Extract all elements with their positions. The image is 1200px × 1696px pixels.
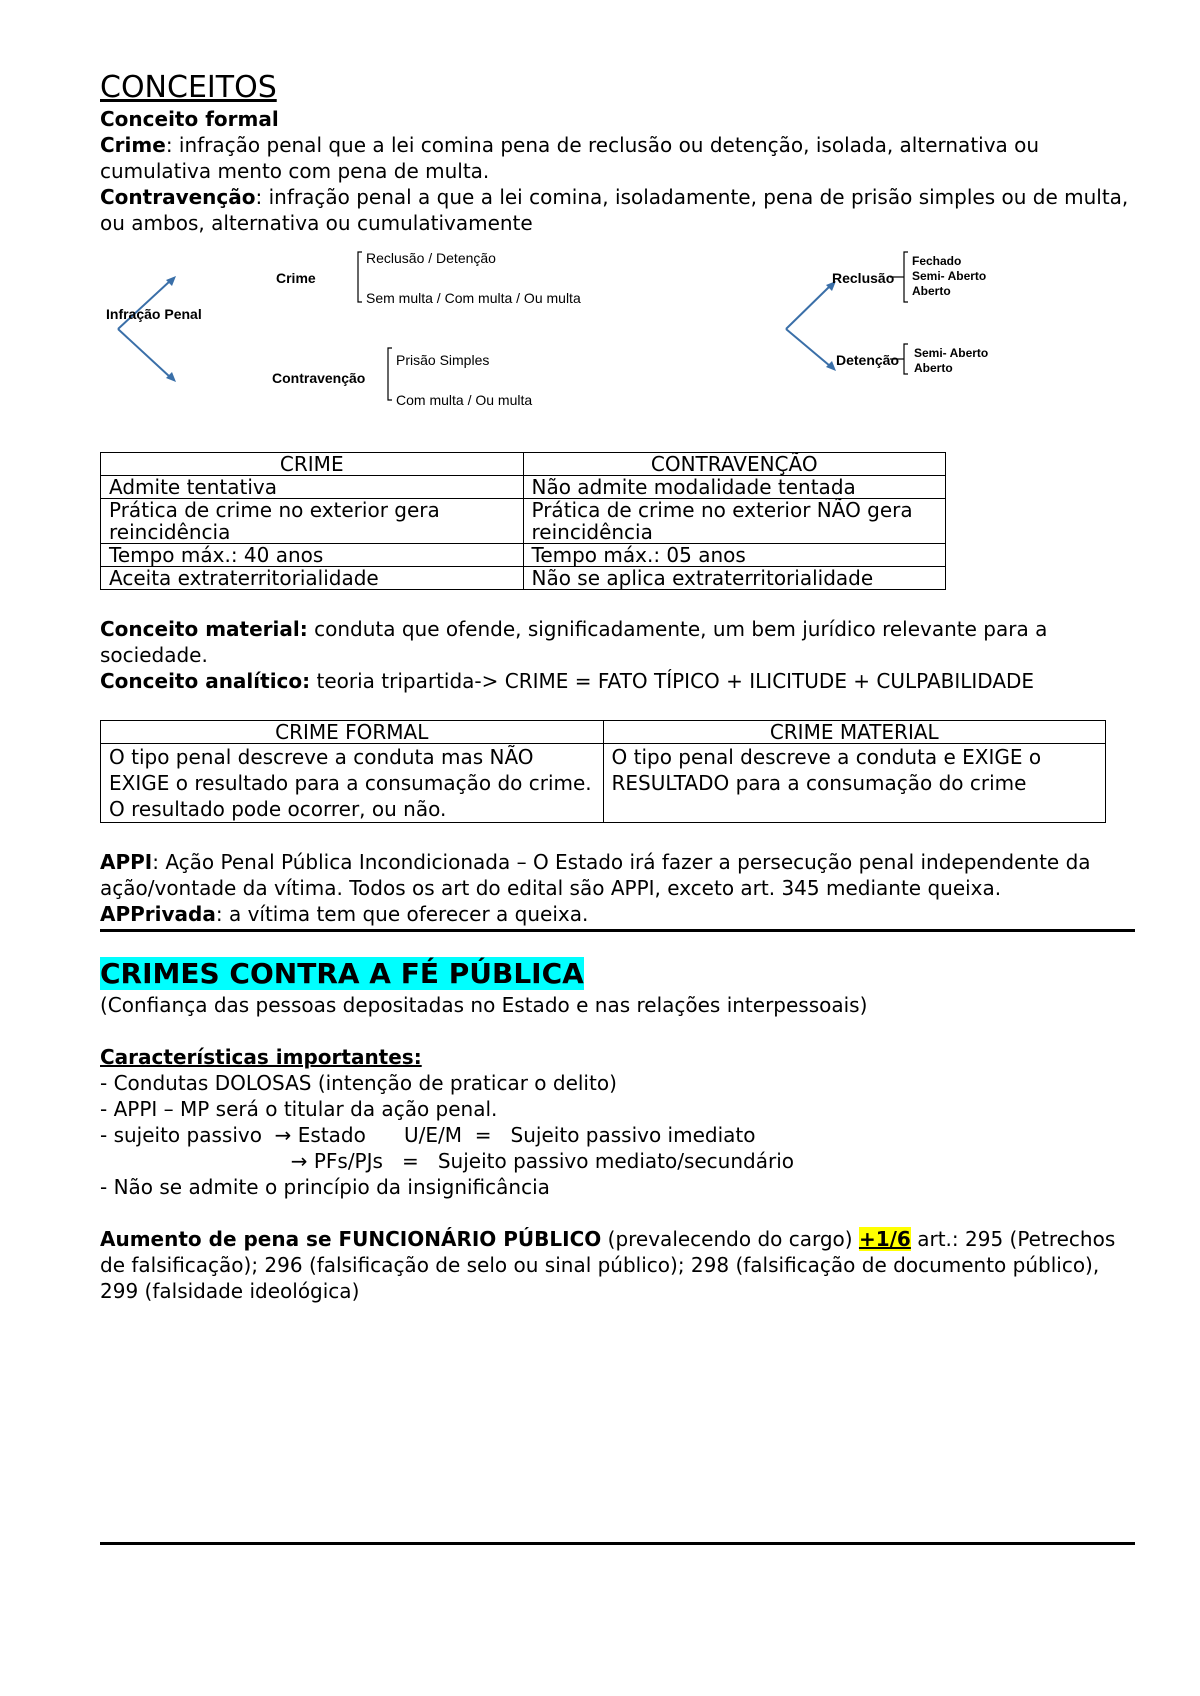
aumento-paragraph	[100, 1226, 1135, 1304]
diagram-reclusao-item: Aberto	[912, 284, 951, 298]
table-header: CRIME FORMAL	[101, 721, 604, 744]
fe-heading: CRIMES CONTRA A FÉ PÚBLICA	[100, 957, 584, 990]
classification-diagram	[100, 244, 1135, 444]
table-header: CONTRAVENÇÃO	[523, 453, 946, 476]
contravencao-definition	[100, 184, 1135, 236]
crime-text: : infração penal que a lei comina pena de reclusão ou detenção, isolada, alternativa ou cumulativa mento com pena de multa.	[100, 133, 1040, 183]
table-cell: Tempo máx.: 05 anos	[523, 544, 946, 567]
diagram-root-label: Infração Penal	[106, 306, 202, 322]
crime-term: Crime	[100, 133, 166, 157]
material-definition	[100, 616, 1135, 668]
formal-heading: Conceito formal	[100, 107, 279, 131]
appi-definition	[100, 849, 1135, 901]
diagram-reclusao-item: Semi- Aberto	[912, 269, 987, 283]
characteristics-heading-line	[100, 1044, 1135, 1070]
diagram-crime-item: Reclusão / Detenção	[366, 250, 496, 266]
analitico-definition	[100, 668, 1135, 694]
characteristic-item: - sujeito passivo → Estado U/E/M = Sujeito passivo imediato	[100, 1123, 756, 1147]
table-cell: Admite tentativa	[101, 476, 524, 499]
table-header: CRIME MATERIAL	[603, 721, 1106, 744]
table-cell: Não admite modalidade tentada	[523, 476, 946, 499]
table-row	[101, 544, 946, 567]
material-term: Conceito material:	[100, 617, 308, 641]
diagram-detencao-label: Detenção	[836, 352, 900, 368]
table-row	[101, 744, 1106, 823]
table-header-row	[101, 453, 946, 476]
material-text: conduta que ofende, significadamente, um bem jurídico relevante para a sociedade.	[100, 617, 1048, 667]
table-cell: Prática de crime no exterior NÃO gera reincidência	[523, 499, 946, 544]
aumento-mid: (prevalecendo do cargo)	[601, 1227, 859, 1251]
appriv-definition	[100, 901, 1135, 927]
table-cell: O tipo penal descreve a conduta e EXIGE o RESULTADO para a consumação do crime	[603, 744, 1106, 823]
aumento-text: art.: 295 (Petrechos de falsificação); 296 (falsificação de selo ou sinal público); 298 (falsificação de documento público), 299 (falsidade ideológica)	[100, 1227, 1116, 1303]
diagram-detencao-item: Aberto	[914, 361, 953, 375]
appriv-term: APPrivada	[100, 902, 216, 926]
characteristic-item: - APPI – MP será o titular da ação penal.	[100, 1097, 498, 1121]
crime-vs-contravencao-table	[100, 452, 946, 590]
aumento-term: Aumento de pena se FUNCIONÁRIO PÚBLICO	[100, 1227, 602, 1251]
diagram-reclusao-label: Reclusão	[832, 270, 895, 286]
characteristic-item: → PFs/PJs = Sujeito passivo mediato/secundário	[100, 1149, 794, 1173]
table-cell: Não se aplica extraterritorialidade	[523, 567, 946, 590]
page-title: CONCEITOS	[100, 70, 277, 105]
formal-vs-material-table	[100, 720, 1106, 823]
table-row	[101, 499, 946, 544]
table-header: CRIME	[101, 453, 524, 476]
table-row	[101, 567, 946, 590]
page-bottom-divider	[100, 1542, 1135, 1545]
contravencao-text: : infração penal a que a lei comina, isoladamente, pena de prisão simples ou de multa, ou ambos, alternativa ou cumulativamente	[100, 185, 1129, 235]
analitico-text: teoria tripartida-> CRIME = FATO TÍPICO + ILICITUDE + CULPABILIDADE	[310, 669, 1035, 693]
diagram-contra-item: Com multa / Ou multa	[396, 392, 533, 408]
diagram-detencao-item: Semi- Aberto	[914, 346, 989, 360]
table-cell: Aceita extraterritorialidade	[101, 567, 524, 590]
diagram-crime-label: Crime	[276, 270, 316, 286]
diagram-contravencao-label: Contravenção	[272, 370, 366, 386]
aumento-highlight: +1/6	[858, 1227, 911, 1251]
crime-definition	[100, 132, 1135, 184]
analitico-term: Conceito analítico:	[100, 669, 311, 693]
document-page	[100, 70, 1135, 1304]
table-cell: Tempo máx.: 40 anos	[101, 544, 524, 567]
appi-term: APPI	[100, 850, 153, 874]
table-cell: O tipo penal descreve a conduta mas NÃO EXIGE o resultado para a consumação do crime. O resultado pode ocorrer, ou não.	[101, 744, 604, 823]
fe-heading-line	[100, 958, 1135, 992]
table-cell: Prática de crime no exterior gera reincidência	[101, 499, 524, 544]
fe-subtitle: (Confiança das pessoas depositadas no Estado e nas relações interpessoais)	[100, 993, 868, 1017]
diagram-reclusao-item: Fechado	[912, 254, 962, 268]
table-header-row	[101, 721, 1106, 744]
characteristics-heading: Características importantes:	[100, 1045, 422, 1069]
table-row	[101, 476, 946, 499]
contravencao-term: Contravenção	[100, 185, 256, 209]
appi-text: : Ação Penal Pública Incondicionada – O Estado irá fazer a persecução penal independente da ação/vontade da vítima. Todos os art do edital são APPI, exceto art. 345 mediante queixa.	[100, 850, 1091, 900]
appriv-text: : a vítima tem que oferecer a queixa.	[215, 902, 589, 926]
diagram-crime-item: Sem multa / Com multa / Ou multa	[366, 290, 581, 306]
diagram-contra-item: Prisão Simples	[396, 352, 490, 368]
characteristic-item: - Condutas DOLOSAS (intenção de praticar o delito)	[100, 1071, 617, 1095]
characteristic-item: - Não se admite o princípio da insignificância	[100, 1175, 550, 1199]
